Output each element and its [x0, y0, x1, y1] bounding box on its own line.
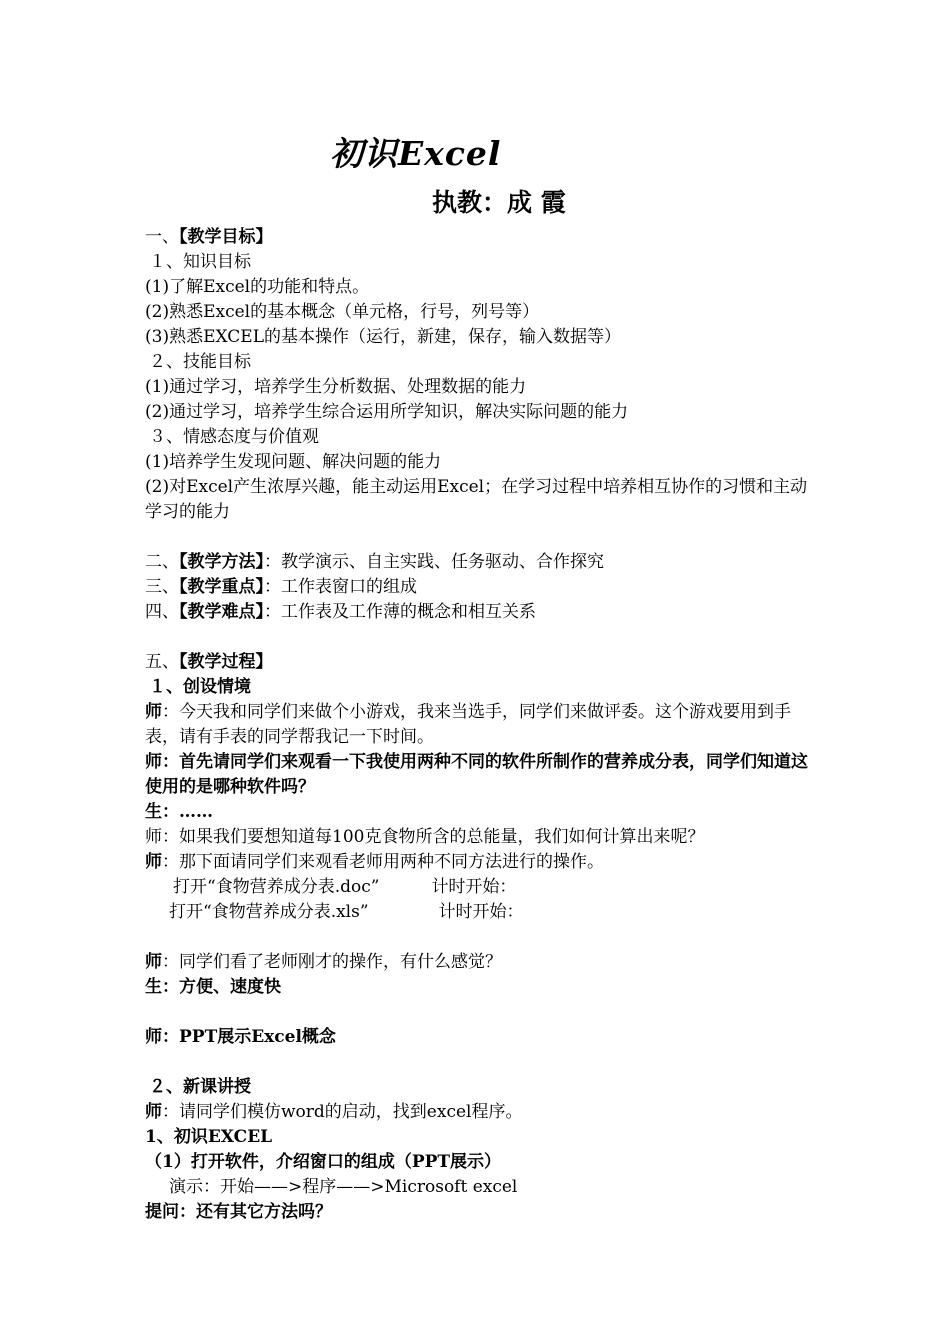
- dialogue-line: 生：方便、速度快: [145, 977, 281, 997]
- section-label: 【教学难点】: [179, 602, 264, 622]
- timing-row: [145, 875, 815, 900]
- timer-text: 计时开始：: [438, 902, 524, 922]
- dialogue-paragraph: 师：首先请同学们来观看一下我使用两种不同的软件所制作的营养成分表，同学们知道这使用的是哪种软件吗？: [145, 752, 808, 797]
- dialogue-text: ：请同学们模仿word的启动，找到excel程序。: [162, 1102, 523, 1122]
- methods-line: [145, 550, 815, 575]
- skill-goal-item: (2)通过学习，培养学生综合运用所学知识，解决实际问题的能力: [145, 402, 629, 422]
- subsection-heading: 1、初识EXCEL: [145, 1127, 273, 1147]
- spacer: [145, 525, 815, 550]
- emotion-goal-heading: ３、情感态度与价值观: [149, 427, 319, 447]
- section-text: ：工作表窗口的组成: [264, 577, 417, 597]
- dialogue-paragraph: [145, 700, 815, 750]
- dialogue-line: [145, 1100, 815, 1125]
- section-label: 【教学过程】: [179, 652, 273, 672]
- page-title: 初识Excel: [330, 134, 502, 173]
- open-file-text: 打开“食物营养成分表.xls”: [169, 902, 369, 922]
- section-number: 三、: [145, 577, 179, 597]
- demo-line: 演示：开始——>程序——>Microsoft excel: [169, 1177, 518, 1197]
- section-label: 【教学重点】: [179, 577, 264, 597]
- subsection-item: （1）打开软件，介绍窗口的组成（PPT展示）: [145, 1152, 502, 1172]
- dialogue-line: [145, 850, 815, 875]
- dialogue-line: 生：……: [145, 802, 213, 822]
- process-heading: [145, 650, 815, 675]
- dialogue-line: 师：PPT展示Excel概念: [145, 1027, 336, 1047]
- question-line: 提问：还有其它方法吗？: [145, 1202, 332, 1222]
- knowledge-goal-item: (1)了解Excel的功能和特点。: [145, 277, 370, 297]
- dialogue-line: [145, 950, 815, 975]
- page-subtitle: 执教：成 霞: [432, 188, 566, 217]
- dialogue-text: ：今天我和同学们来做个小游戏，我来当选手，同学们来做评委。这个游戏要用到手表，请有手表的同学帮我记一下时间。: [145, 702, 791, 747]
- step-heading: １、创设情境: [149, 677, 251, 697]
- section-number: 二、: [145, 552, 179, 572]
- emotion-goal-item: (2)对Excel产生浓厚兴趣，能主动运用Excel；在学习过程中培养相互协作的习惯和主动学习的能力: [145, 477, 808, 522]
- knowledge-goal-heading: １、知识目标: [149, 252, 251, 272]
- section-label: 【教学目标】: [179, 227, 273, 247]
- speaker-label: 师: [145, 702, 162, 722]
- section-text: ：教学演示、自主实践、任务驱动、合作探究: [264, 552, 604, 572]
- skill-goal-heading: ２、技能目标: [149, 352, 251, 372]
- spacer: [145, 925, 815, 950]
- knowledge-goal-item: (2)熟悉Excel的基本概念（单元格，行号，列号等）: [145, 302, 540, 322]
- timing-row: [145, 900, 815, 925]
- dialogue-text: ：同学们看了老师刚才的操作，有什么感觉？: [162, 952, 502, 972]
- section-number: 一、: [145, 227, 179, 247]
- knowledge-goal-item: (3)熟悉EXCEL的基本操作（运行，新建，保存，输入数据等）: [145, 327, 621, 347]
- focus-line: [145, 575, 815, 600]
- dialogue-text: ：那下面请同学们来观看老师用两种不同方法进行的操作。: [162, 852, 604, 872]
- speaker-label: 师: [145, 952, 162, 972]
- speaker-label: 师: [145, 1102, 162, 1122]
- timer-text: 计时开始：: [431, 877, 517, 897]
- section-number: 四、: [145, 602, 179, 622]
- step-heading: ２、新课讲授: [149, 1077, 251, 1097]
- goals-heading: [145, 225, 815, 250]
- section-label: 【教学方法】: [179, 552, 264, 572]
- document-body: [145, 225, 815, 1225]
- skill-goal-item: (1)通过学习，培养学生分析数据、处理数据的能力: [145, 377, 527, 397]
- spacer: [145, 1050, 815, 1075]
- emotion-goal-item: (1)培养学生发现问题、解决问题的能力: [145, 452, 442, 472]
- spacer: [145, 625, 815, 650]
- section-text: ：工作表及工作薄的概念和相互关系: [264, 602, 536, 622]
- spacer: [145, 1000, 815, 1025]
- difficulty-line: [145, 600, 815, 625]
- section-number: 五、: [145, 652, 179, 672]
- dialogue-line: 师：如果我们要想知道每100克食物所含的总能量，我们如何计算出来呢？: [145, 827, 705, 847]
- speaker-label: 师: [145, 852, 162, 872]
- open-file-text: 打开“食物营养成分表.doc”: [173, 877, 380, 897]
